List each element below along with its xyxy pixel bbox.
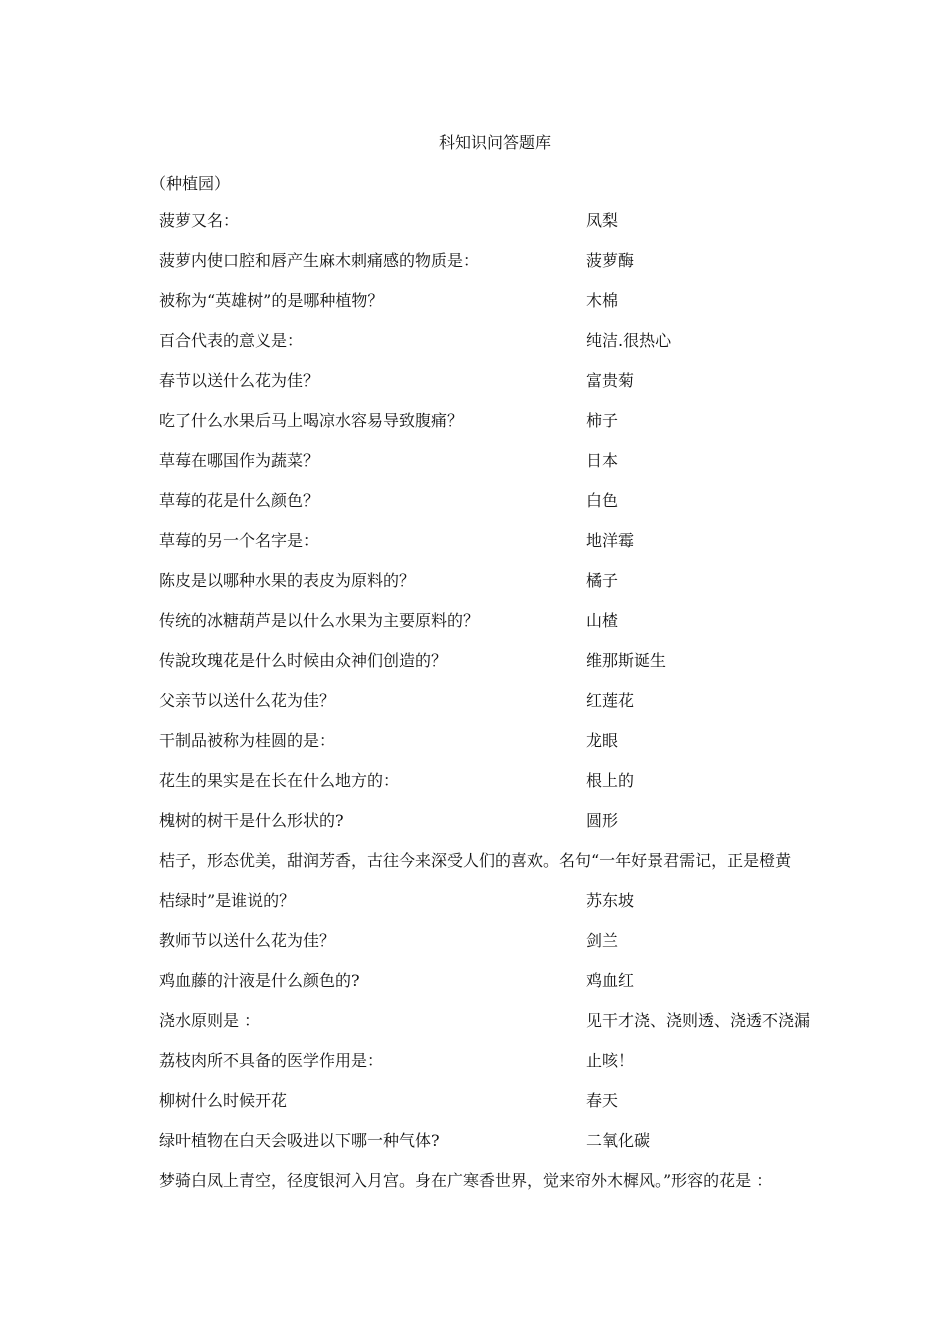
- qa-row: [159, 288, 849, 328]
- answer-text: 富贵菊: [586, 371, 635, 390]
- answer-text: 春天: [586, 1091, 619, 1110]
- qa-row: [159, 728, 849, 768]
- question-text: 鸡血藤的汁液是什么颜色的?: [159, 971, 360, 990]
- question-text: 春节以送什么花为佳？: [159, 371, 320, 390]
- qa-list: [159, 208, 849, 1208]
- answer-text: 凤梨: [586, 211, 619, 230]
- question-text: 梦骑白凤上青空，径度银河入月宫。身在广寒香世界，觉来帘外木樨风。”形容的花是 ：: [159, 1171, 773, 1190]
- qa-row: [159, 1048, 849, 1088]
- question-text: 百合代表的意义是：: [159, 331, 304, 350]
- qa-row: [159, 1008, 849, 1048]
- question-text: 荔枝肉所不具备的医学作用是：: [159, 1051, 384, 1070]
- answer-text: 木棉: [586, 291, 619, 310]
- qa-row: [159, 768, 849, 808]
- qa-row: [159, 408, 849, 448]
- answer-text: 龙眼: [586, 731, 619, 750]
- answer-text: 地洋霉: [586, 531, 635, 550]
- qa-row: [159, 208, 849, 248]
- question-text: 吃了什么水果后马上喝凉水容易导致腹痛？: [159, 411, 464, 430]
- answer-text: 二氧化碳: [586, 1131, 651, 1150]
- question-text: 草莓的花是什么颜色？: [159, 491, 320, 510]
- answer-text: 白色: [586, 491, 619, 510]
- answer-text: 剑兰: [586, 931, 619, 950]
- question-text: 传统的冰糖葫芦是以什么水果为主要原料的？: [159, 611, 480, 630]
- answer-text: 纯洁.很热心: [586, 331, 672, 350]
- qa-row: [159, 928, 849, 968]
- question-text: 柳树什么时候开花: [159, 1091, 288, 1110]
- answer-text: 根上的: [586, 771, 635, 790]
- qa-row: [159, 448, 849, 488]
- qa-row: [159, 568, 849, 608]
- question-text: 陈皮是以哪种水果的表皮为原料的？: [159, 571, 416, 590]
- qa-row: [159, 328, 849, 368]
- answer-text: 鸡血红: [586, 971, 635, 990]
- answer-text: 维那斯诞生: [586, 651, 667, 670]
- section-heading: （种植园）: [150, 174, 231, 193]
- answer-text: 圆形: [586, 811, 619, 830]
- question-text: 菠萝内使口腔和唇产生麻木刺痛感的物质是：: [159, 251, 480, 270]
- qa-row: [159, 528, 849, 568]
- qa-row: [159, 1128, 849, 1168]
- qa-row: [159, 608, 849, 648]
- question-text: 桔绿时”是谁说的？: [159, 891, 296, 910]
- qa-row: [159, 488, 849, 528]
- qa-row: [159, 808, 849, 848]
- answer-text: 止咳！: [586, 1051, 635, 1070]
- question-text: 浇水原则是 ：: [159, 1011, 261, 1030]
- question-text: 桔子，形态优美，甜润芳香，古往今来深受人们的喜欢。名句“一年好景君需记，正是橙黄: [159, 851, 792, 870]
- qa-row: [159, 888, 849, 928]
- answer-text: 苏东坡: [586, 891, 635, 910]
- question-text: 教师节以送什么花为佳？: [159, 931, 336, 950]
- answer-text: 菠萝酶: [586, 251, 635, 270]
- qa-row: [159, 368, 849, 408]
- qa-row: [159, 688, 849, 728]
- qa-row: [159, 248, 849, 288]
- question-text: 干制品被称为桂圆的是：: [159, 731, 336, 750]
- question-text: 传說玫瑰花是什么时候由众神们创造的？: [159, 651, 448, 670]
- answer-text: 橘子: [586, 571, 619, 590]
- qa-row: [159, 648, 849, 688]
- qa-row: [159, 1168, 849, 1208]
- answer-text: 见干才浇、浇则透、浇透不浇漏: [586, 1011, 811, 1030]
- answer-text: 柿子: [586, 411, 619, 430]
- question-text: 草莓的另一个名字是：: [159, 531, 320, 550]
- qa-row: [159, 848, 849, 888]
- question-text: 草莓在哪国作为蔬菜？: [159, 451, 320, 470]
- question-text: 绿叶植物在白天会吸进以下哪一种气体?: [159, 1131, 440, 1150]
- qa-row: [159, 968, 849, 1008]
- question-text: 菠萝又名：: [159, 211, 240, 230]
- page-title: 科知识问答题库: [438, 133, 551, 152]
- answer-text: 红莲花: [586, 691, 635, 710]
- answer-text: 日本: [586, 451, 619, 470]
- question-text: 被称为“英雄树”的是哪种植物？: [159, 291, 384, 310]
- qa-row: [159, 1088, 849, 1128]
- question-text: 槐树的树干是什么形状的?: [159, 811, 344, 830]
- question-text: 花生的果实是在长在什么地方的：: [159, 771, 400, 790]
- answer-text: 山楂: [586, 611, 619, 630]
- question-text: 父亲节以送什么花为佳？: [159, 691, 336, 710]
